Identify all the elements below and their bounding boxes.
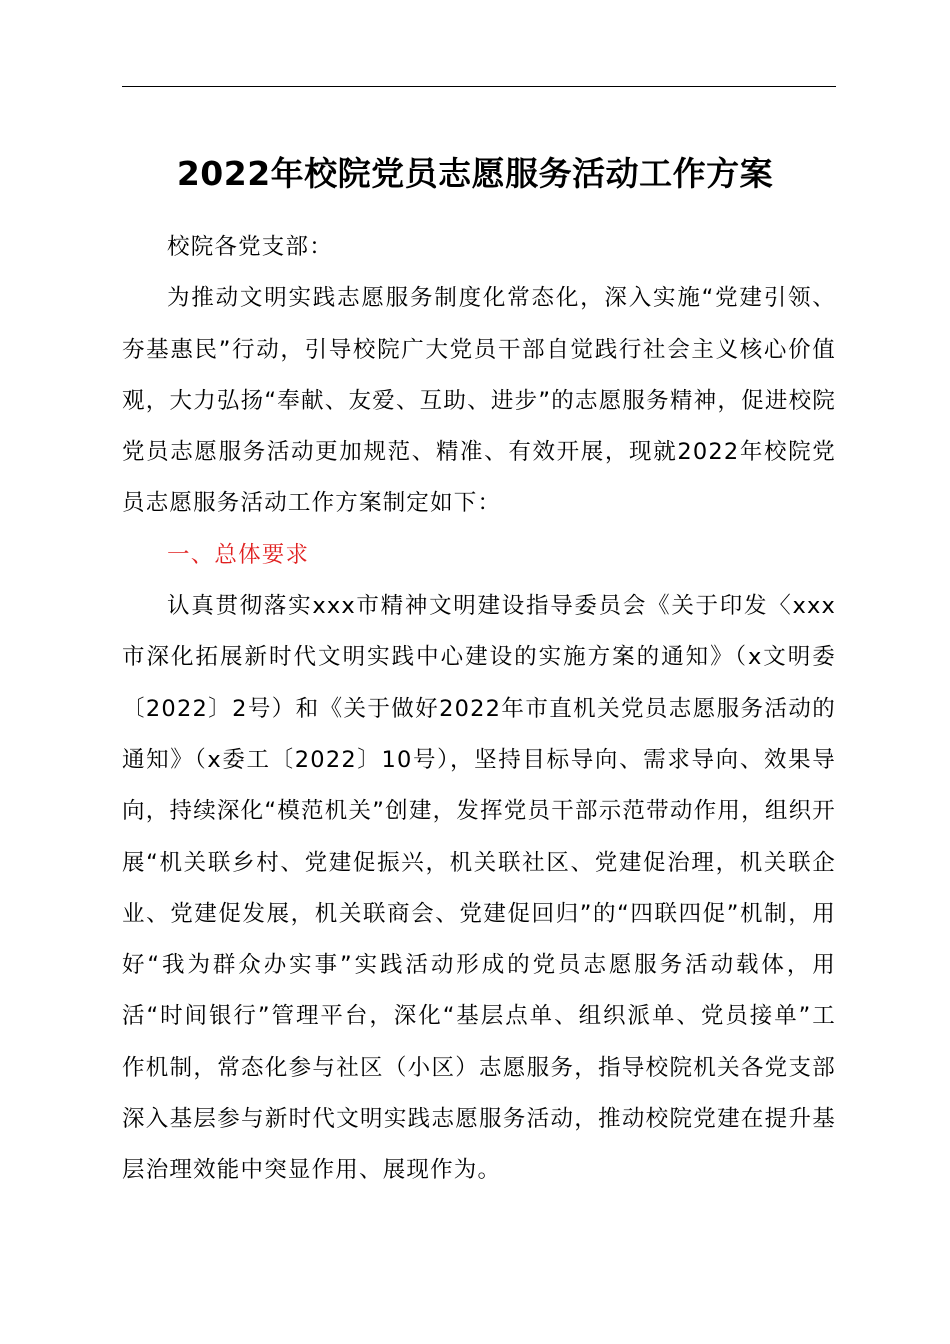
- intro-paragraph: 为推动文明实践志愿服务制度化常态化，深入实施“党建引领、夯基惠民”行动，引导校院广大党员干部自觉践行社会主义核心价值观，大力弘扬“奉献、友爱、互助、进步”的志愿服务精神，促进校院党员志愿服务活动更加规范、精准、有效开展，现就2022年校院党员志愿服务活动工作方案制定如下：: [122, 285, 836, 517]
- header-rule: [122, 86, 836, 87]
- salutation: 校院各党支部：: [167, 234, 333, 260]
- section-heading-general-requirements: 一、总体要求: [167, 541, 310, 568]
- document-body: [122, 222, 836, 1197]
- document-title: 2022年校院党员志愿服务活动工作方案: [176, 154, 774, 193]
- section-paragraph-general-requirements: 认真贯彻落实xxx市精神文明建设指导委员会《关于印发〈xxx市深化拓展新时代文明实践中心建设的实施方案的通知》（x文明委〔2022〕2号）和《关于做好2022年市直机关党员志愿服务活动的通知》（x委工〔2022〕10号），坚持目标导向、需求导向、效果导向，持续深化“模范机关”创建，发挥党员干部示范带动作用，组织开展“机关联乡村、党建促振兴，机关联社区、党建促治理，机关联企业、党建促发展，机关联商会、党建促回归”的“四联四促”机制，用好“我为群众办实事”实践活动形成的党员志愿服务活动载体，用活“时间银行”管理平台，深化“基层点单、组织派单、党员接单”工作机制，常态化参与社区（小区）志愿服务，指导校院机关各党支部深入基层参与新时代文明实践志愿服务活动，推动校院党建在提升基层治理效能中突显作用、展现作为。: [122, 593, 836, 1184]
